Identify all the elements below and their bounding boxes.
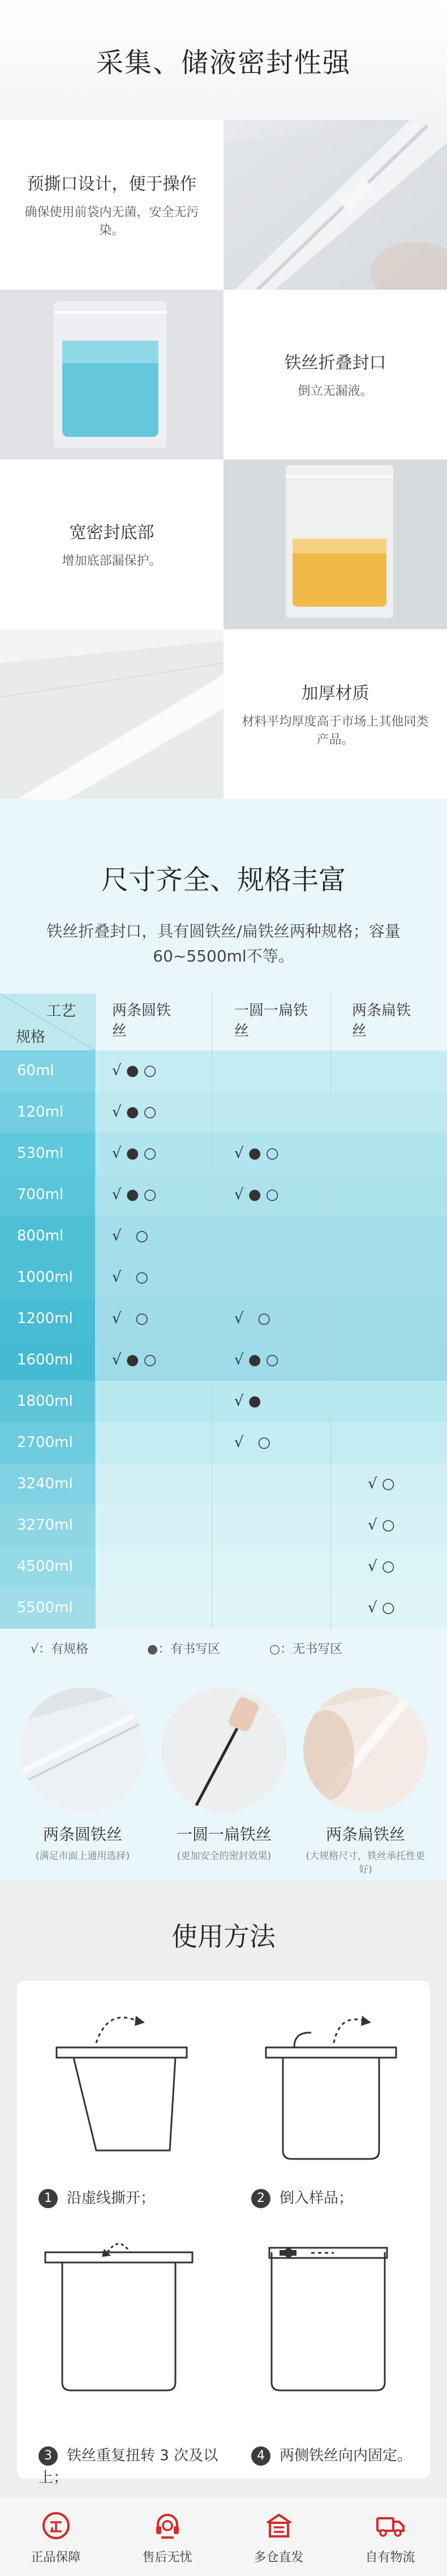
row-c1-marks: √ ○ [112, 1227, 149, 1244]
step-text: 两侧铁丝向内固定。 [280, 2447, 412, 2465]
table-row [0, 1505, 447, 1546]
row-c2-marks: √ ● ○ [234, 1145, 279, 1162]
row-size-label: 1200ml [0, 1298, 95, 1339]
step-text: 倒入样品； [280, 2189, 354, 2207]
step-1 [38, 2187, 208, 2209]
sealing-section [0, 0, 447, 799]
service-aftersale[interactable] [111, 2498, 223, 2576]
feature-title: 宽密封底部 [69, 523, 154, 543]
legend-check: √：有规格 [31, 1642, 89, 1656]
feature-thick-material [0, 629, 447, 799]
specs-title: 尺寸齐全、规格丰富 [101, 864, 346, 896]
row-size-label: 3240ml [0, 1463, 95, 1505]
row-c2-marks: √ ○ [234, 1310, 271, 1327]
table-row [0, 1422, 447, 1463]
table-row [0, 1174, 447, 1216]
row-size-label: 3270ml [0, 1505, 95, 1546]
service-icon [152, 2510, 183, 2541]
step3-illustration [40, 2230, 198, 2399]
truck-icon [375, 2510, 406, 2541]
table-row [0, 1133, 447, 1174]
row-c1-marks: √ ● ○ [112, 1104, 157, 1120]
row-size-label: 60ml [0, 1050, 95, 1092]
table-divider [330, 994, 331, 1629]
step2-illustration [260, 2003, 407, 2167]
row-c2-marks: √ ○ [234, 1434, 271, 1451]
row-size-label: 1800ml [0, 1381, 95, 1422]
table-row [0, 1216, 447, 1257]
step-text: 沿虚线撕开； [67, 2189, 156, 2207]
table-row [0, 1092, 447, 1133]
row-c3-marks: √ ○ [368, 1558, 395, 1575]
row-size-label: 120ml [0, 1092, 95, 1133]
feature-title: 铁丝折叠封口 [284, 353, 386, 373]
table-divider [95, 994, 96, 1629]
step-2 [251, 2187, 421, 2209]
row-size-label: 800ml [0, 1216, 95, 1257]
usage-card [17, 1981, 430, 2486]
table-row [0, 1339, 447, 1381]
usage-title: 使用方法 [171, 1921, 276, 1952]
mixed-wire-note: (更加安全的密封效果) [177, 1851, 272, 1862]
flat-wire-label: 两条扁铁丝 [325, 1825, 405, 1844]
row-c1-marks: √ ○ [112, 1310, 149, 1327]
service-footer [0, 2498, 447, 2576]
blue-liquid-bag-photo [0, 290, 224, 460]
table-row [0, 1463, 447, 1505]
table-row [0, 1381, 447, 1422]
step-number: 1 [38, 2189, 58, 2208]
table-row [0, 1050, 447, 1092]
bag-material-photo [0, 629, 224, 799]
row-c2-marks: √ ● [234, 1393, 261, 1410]
row-size-label: 1000ml [0, 1257, 95, 1298]
table-row [0, 1298, 447, 1339]
feature-tear-notch [0, 120, 447, 290]
header-col-round: 两条圆铁丝 [112, 1002, 171, 1040]
feature-title: 加厚材质 [301, 684, 369, 703]
row-c1-marks: √ ● ○ [112, 1145, 157, 1162]
feature-desc: 增加底部漏保护。 [62, 554, 162, 568]
row-size-label: 4500ml [0, 1546, 95, 1587]
header-craft-label: 工艺 [46, 1003, 76, 1020]
header-col-mixed: 一圆一扁铁丝 [234, 1002, 308, 1040]
service-label: 自有物流 [365, 2551, 415, 2565]
service-label: 正品保障 [31, 2551, 81, 2565]
header-col-flat: 两条扁铁丝 [352, 1002, 411, 1040]
tear-notch-photo [224, 120, 447, 290]
warehouse-icon [264, 2510, 294, 2541]
row-c3-marks: √ ○ [368, 1517, 395, 1534]
row-c3-marks: √ ○ [368, 1475, 395, 1492]
feature-desc: 确保使用前袋内无菌，安全无污染。 [24, 205, 199, 238]
round-wire-photo [20, 1688, 145, 1812]
service-warehouse[interactable] [223, 2498, 334, 2576]
specs-section [0, 799, 447, 1881]
row-c3-marks: √ ○ [368, 1599, 395, 1616]
service-genuine[interactable] [0, 2498, 111, 2576]
header-corner [0, 994, 95, 1050]
table-header-row [0, 994, 447, 1050]
step-number: 3 [38, 2446, 58, 2466]
step-3 [38, 2445, 225, 2488]
row-c1-marks: √ ● ○ [112, 1062, 157, 1079]
legend-dot: ●：有书写区 [147, 1642, 221, 1656]
sealing-header [0, 0, 447, 120]
yellow-liquid-bag-photo [224, 460, 447, 629]
feature-desc: 倒立无漏液。 [298, 384, 373, 398]
step-4 [251, 2445, 421, 2467]
row-size-label: 5500ml [0, 1587, 95, 1629]
feature-wire-fold [0, 290, 447, 460]
step-text: 铁丝重复扭转 3 次及以上； [38, 2447, 218, 2486]
usage-section [0, 1881, 447, 2498]
flat-wire-note: (大规格尺寸，铁丝承托性更好) [306, 1851, 425, 1875]
feature-desc: 材料平均厚度高于市场上其他同类产品。 [242, 715, 429, 747]
row-c2-marks: √ ● ○ [234, 1351, 279, 1368]
service-label: 售后无忧 [142, 2551, 192, 2565]
genuine-icon [41, 2510, 71, 2541]
row-c1-marks: √ ○ [112, 1269, 149, 1286]
step-number: 4 [251, 2446, 270, 2466]
service-label: 多仓直发 [253, 2551, 304, 2565]
mixed-wire-photo [162, 1688, 286, 1812]
feature-title: 预撕口设计，便于操作 [27, 174, 197, 194]
table-row [0, 1587, 447, 1629]
row-c2-marks: √ ● ○ [234, 1186, 279, 1203]
service-logistics[interactable] [334, 2498, 446, 2576]
legend-circle: ○：无书写区 [269, 1642, 343, 1656]
row-c1-marks: √ ● ○ [112, 1351, 157, 1368]
table-row [0, 1546, 447, 1587]
step1-illustration [51, 2003, 198, 2167]
step-number: 2 [251, 2189, 270, 2208]
mixed-wire-label: 一圆一扁铁丝 [176, 1825, 272, 1844]
table-row [0, 1257, 447, 1298]
row-size-label: 1600ml [0, 1339, 95, 1381]
row-size-label: 530ml [0, 1133, 95, 1174]
sealing-title: 采集、储液密封性强 [96, 46, 351, 79]
row-size-label: 700ml [0, 1174, 95, 1216]
feature-wide-bottom [0, 460, 447, 629]
row-c1-marks: √ ● ○ [112, 1186, 157, 1203]
specs-intro: 铁丝折叠封口，具有圆铁丝/扁铁丝两种规格；容量60~5500ml不等。 [46, 922, 401, 965]
flat-wire-photo [303, 1688, 428, 1812]
step4-illustration [249, 2230, 407, 2399]
header-spec-label: 规格 [16, 1029, 46, 1046]
round-wire-label: 两条圆铁丝 [42, 1825, 122, 1844]
row-size-label: 2700ml [0, 1422, 95, 1463]
round-wire-note: (满足市面上通用选择) [35, 1851, 130, 1862]
